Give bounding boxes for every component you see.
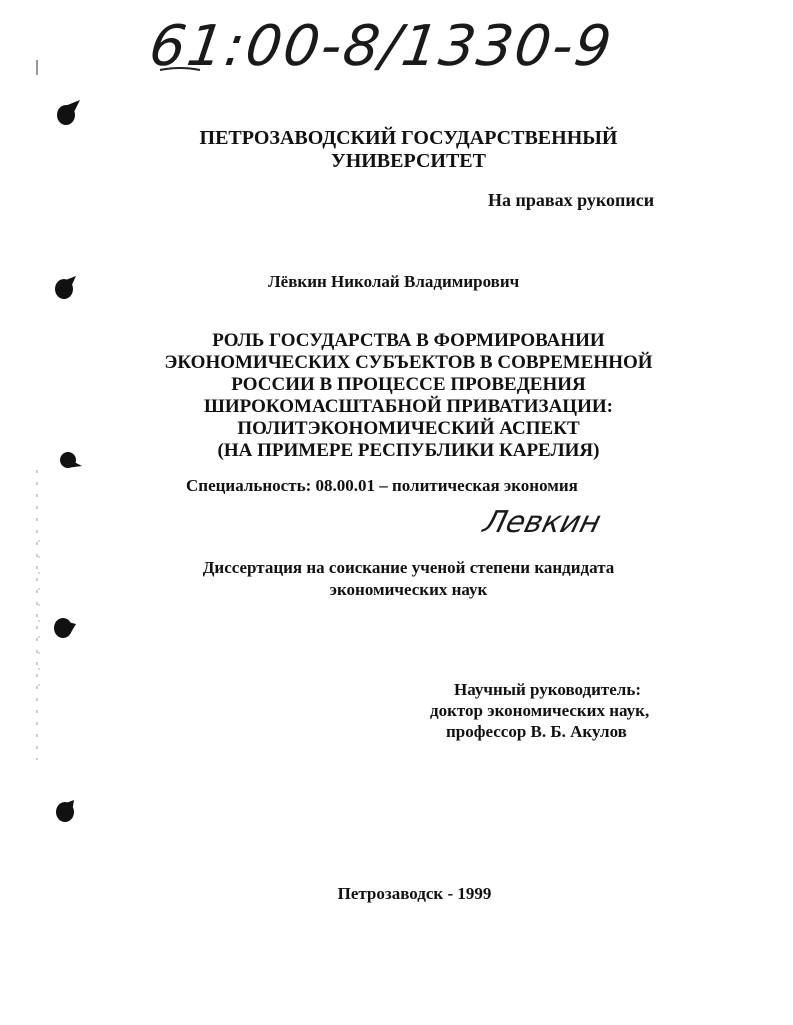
place-year: Петрозаводск - 1999	[337, 884, 492, 903]
dissertation-degree-line2: экономических наук	[329, 580, 488, 599]
supervisor-label: Научный руководитель:	[454, 680, 641, 699]
title-line: (НА ПРИМЕРЕ РЕСПУБЛИКИ КАРЕЛИЯ)	[217, 440, 600, 461]
signature: Левкин	[479, 505, 605, 540]
author-name: Лёвкин Николай Владимирович	[268, 272, 520, 291]
specialty: Специальность: 08.00.01 – политическая экономия	[186, 476, 578, 495]
supervisor-degree: доктор экономических наук,	[430, 701, 650, 720]
university-name-line1: ПЕТРОЗАВОДСКИЙ ГОСУДАРСТВЕННЫЙ	[199, 127, 618, 149]
title-line: РОССИИ В ПРОЦЕССЕ ПРОВЕДЕНИЯ	[231, 374, 586, 395]
title-line: ЭКОНОМИЧЕСКИХ СУБЪЕКТОВ В СОВРЕМЕННОЙ	[164, 352, 653, 373]
supervisor-name: профессор В. Б. Акулов	[446, 722, 627, 741]
title-line: РОЛЬ ГОСУДАРСТВА В ФОРМИРОВАНИИ	[212, 330, 605, 351]
archive-number: 61:00-8/1330-9	[145, 14, 618, 79]
university-name-line2: УНИВЕРСИТЕТ	[331, 150, 486, 172]
title-line: ШИРОКОМАСШТАБНОЙ ПРИВАТИЗАЦИИ:	[204, 396, 613, 417]
manuscript-rights: На правах рукописи	[488, 190, 655, 210]
dissertation-degree-line1: Диссертация на соискание ученой степени кандидата	[202, 558, 615, 577]
title-line: ПОЛИТЭКОНОМИЧЕСКИЙ АСПЕКТ	[237, 418, 580, 439]
